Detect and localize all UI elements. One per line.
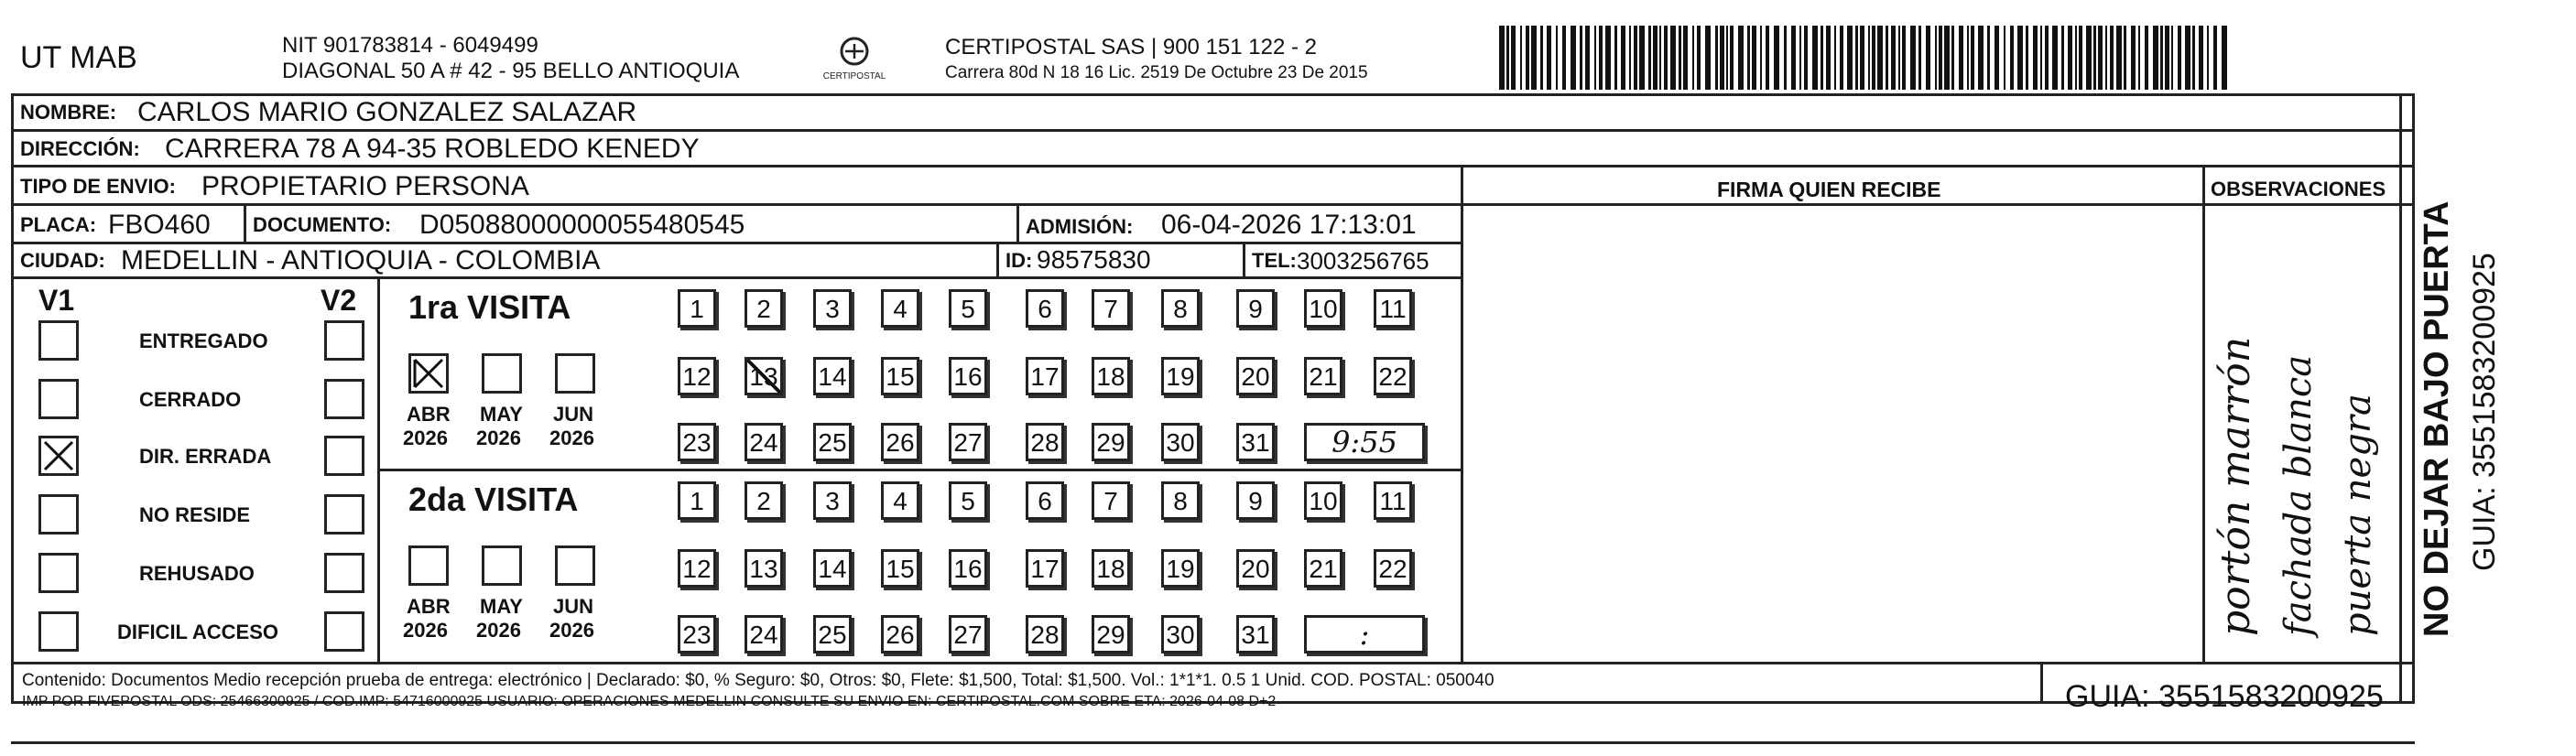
ciudad-label: CIUDAD: xyxy=(20,249,105,272)
observaciones-header: OBSERVACIONES xyxy=(2211,178,2386,200)
nombre-label: NOMBRE: xyxy=(20,101,117,124)
v2-checkbox[interactable] xyxy=(324,379,364,419)
time-box[interactable] xyxy=(1304,423,1425,461)
day-box[interactable]: 2 xyxy=(745,481,783,520)
side-warning: NO DEJAR BAJO PUERTA xyxy=(2418,200,2456,637)
ciudad-value: MEDELLIN - ANTIOQUIA - COLOMBIA xyxy=(121,245,601,275)
month-label: MAY xyxy=(480,595,523,618)
status-label: DIR. ERRADA xyxy=(139,445,272,468)
day-box[interactable]: 4 xyxy=(881,481,919,520)
nit: NIT 901783814 - 6049499 xyxy=(282,33,538,58)
certipostal-line1: CERTIPOSTAL SAS | 900 151 122 - 2 xyxy=(945,35,1317,59)
status-label: ENTREGADO xyxy=(139,329,268,352)
logo-text: CERTIPOSTAL xyxy=(822,71,886,81)
year-label: 2026 xyxy=(403,619,448,642)
signature-area[interactable] xyxy=(1465,206,2198,660)
day-box[interactable]: 6 xyxy=(1026,481,1064,520)
day-box[interactable]: 19 xyxy=(1161,357,1200,395)
admision-value: 06-04-2026 17:13:01 xyxy=(1161,210,1417,240)
day-box[interactable]: 23 xyxy=(678,423,716,461)
day-box[interactable]: 3 xyxy=(813,289,852,328)
day-box[interactable]: 17 xyxy=(1026,549,1064,588)
month-checkbox[interactable] xyxy=(482,353,522,394)
id-value: 98575830 xyxy=(1037,245,1151,274)
month-checkbox[interactable] xyxy=(408,353,449,394)
day-box[interactable]: 1 xyxy=(678,481,716,520)
direccion-label: DIRECCIÓN: xyxy=(20,137,140,160)
day-box[interactable]: 24 xyxy=(745,615,783,653)
month-checkbox[interactable] xyxy=(482,545,522,586)
month-label: ABR xyxy=(407,595,451,618)
v1-checkbox[interactable] xyxy=(38,553,79,593)
company-name: UT MAB xyxy=(20,40,137,75)
year-label: 2026 xyxy=(549,619,594,642)
day-box[interactable]: 30 xyxy=(1161,423,1200,461)
footer-content: Contenido: Documentos Medio recepción prueba de entrega: electrónico | Declarado: $0, % Seguro: $0, Otros: $0, Flete: $1,500, Total: $1,500. Vol.: 1*1*1. 0.5 1 Unid. COD. POSTAL: 050040 xyxy=(22,671,1495,690)
month-label: ABR xyxy=(407,403,451,426)
year-label: 2026 xyxy=(403,427,448,449)
day-box[interactable]: 31 xyxy=(1236,615,1275,653)
observaciones-handwriting xyxy=(2207,206,2397,660)
day-box[interactable]: 14 xyxy=(813,549,852,588)
month-label: JUN xyxy=(553,403,594,426)
month-label: JUN xyxy=(553,595,594,618)
day-box[interactable]: 21 xyxy=(1304,357,1342,395)
v2-header: V2 xyxy=(321,284,357,317)
certipostal-line2: Carrera 80d N 18 16 Lic. 2519 De Octubre 23 De 2015 xyxy=(945,63,1368,82)
barcode xyxy=(1499,26,2232,90)
day-box[interactable]: 28 xyxy=(1026,423,1064,461)
day-box[interactable]: 10 xyxy=(1304,289,1342,328)
time-box[interactable] xyxy=(1304,615,1425,653)
day-box[interactable]: 29 xyxy=(1092,423,1130,461)
direccion-value: CARRERA 78 A 94-35 ROBLEDO KENEDY xyxy=(165,134,700,164)
v2-checkbox[interactable] xyxy=(324,611,364,652)
month-label: MAY xyxy=(480,403,523,426)
placa-value: FBO460 xyxy=(108,210,211,240)
day-box[interactable]: 23 xyxy=(678,615,716,653)
month-checkbox[interactable] xyxy=(555,353,595,394)
day-box[interactable]: 18 xyxy=(1092,357,1130,395)
company-address: DIAGONAL 50 A # 42 - 95 BELLO ANTIOQUIA xyxy=(282,59,740,83)
month-checkbox[interactable] xyxy=(555,545,595,586)
visit-title: 2da VISITA xyxy=(408,481,579,518)
day-box[interactable]: 9 xyxy=(1236,289,1275,328)
v1-checkbox[interactable] xyxy=(38,436,79,476)
observacion-2: fachada blanca xyxy=(2277,354,2320,636)
day-box[interactable]: 16 xyxy=(949,357,987,395)
day-box[interactable]: 12 xyxy=(678,549,716,588)
day-box[interactable]: 17 xyxy=(1026,357,1064,395)
day-box[interactable]: 8 xyxy=(1161,481,1200,520)
day-box[interactable]: 26 xyxy=(881,615,919,653)
admision-label: ADMISIÓN: xyxy=(1026,215,1134,238)
day-box[interactable]: 26 xyxy=(881,423,919,461)
day-box[interactable]: 28 xyxy=(1026,615,1064,653)
day-box[interactable]: 3 xyxy=(813,481,852,520)
year-label: 2026 xyxy=(549,427,594,449)
day-box[interactable]: 11 xyxy=(1374,289,1412,328)
nombre-value: CARLOS MARIO GONZALEZ SALAZAR xyxy=(137,97,637,127)
month-checkbox[interactable] xyxy=(408,545,449,586)
documento-label: DOCUMENTO: xyxy=(253,213,392,236)
visit-title: 1ra VISITA xyxy=(408,288,571,326)
year-label: 2026 xyxy=(476,619,521,642)
day-box[interactable]: 22 xyxy=(1374,549,1412,588)
day-box[interactable]: 27 xyxy=(949,423,987,461)
day-box[interactable]: 13 xyxy=(745,357,783,395)
footer-guia: GUIA: 3551583200925 xyxy=(2065,679,2384,714)
day-box[interactable]: 10 xyxy=(1304,481,1342,520)
v1-checkbox[interactable] xyxy=(38,320,79,361)
day-box[interactable]: 15 xyxy=(881,357,919,395)
day-box[interactable]: 14 xyxy=(813,357,852,395)
year-label: 2026 xyxy=(476,427,521,449)
day-box[interactable]: 29 xyxy=(1092,615,1130,653)
observacion-1: portón marrón xyxy=(2212,336,2259,636)
day-box[interactable]: 11 xyxy=(1374,481,1412,520)
day-box[interactable]: 20 xyxy=(1236,549,1275,588)
id-label: ID: xyxy=(1005,249,1033,272)
status-label: CERRADO xyxy=(139,388,242,411)
day-box[interactable]: 31 xyxy=(1236,423,1275,461)
observacion-3: puerta negra xyxy=(2337,394,2379,636)
status-label: REHUSADO xyxy=(139,562,255,585)
day-box[interactable]: 18 xyxy=(1092,549,1130,588)
day-box[interactable]: 24 xyxy=(745,423,783,461)
tipo-envio-label: TIPO DE ENVIO: xyxy=(20,175,176,198)
day-box[interactable]: 4 xyxy=(881,289,919,328)
v1-checkbox[interactable] xyxy=(38,494,79,535)
day-box[interactable]: 21 xyxy=(1304,549,1342,588)
day-box[interactable]: 5 xyxy=(949,481,987,520)
v1-checkbox[interactable] xyxy=(38,611,79,652)
v2-checkbox[interactable] xyxy=(324,320,364,361)
day-box[interactable]: 22 xyxy=(1374,357,1412,395)
day-box[interactable]: 19 xyxy=(1161,549,1200,588)
day-box[interactable]: 2 xyxy=(745,289,783,328)
visit-time: : xyxy=(1359,617,1370,652)
visit-time: 9:55 xyxy=(1331,425,1397,459)
v2-checkbox[interactable] xyxy=(324,436,364,476)
day-box[interactable]: 12 xyxy=(678,357,716,395)
documento-value: D05088000000055480545 xyxy=(419,210,745,240)
day-box[interactable]: 9 xyxy=(1236,481,1275,520)
side-guia: GUIA: 3551583200925 xyxy=(2467,253,2502,571)
day-box[interactable]: 13 xyxy=(745,549,783,588)
v1-header: V1 xyxy=(38,284,75,317)
firma-header: FIRMA QUIEN RECIBE xyxy=(1717,178,1941,201)
status-label: DIFICIL ACCESO xyxy=(117,621,279,643)
day-box[interactable]: 5 xyxy=(949,289,987,328)
day-box[interactable]: 15 xyxy=(881,549,919,588)
v2-checkbox[interactable] xyxy=(324,494,364,535)
day-box[interactable]: 27 xyxy=(949,615,987,653)
placa-label: PLACA: xyxy=(20,213,97,236)
tipo-envio-value: PROPIETARIO PERSONA xyxy=(201,171,529,201)
day-box[interactable]: 8 xyxy=(1161,289,1200,328)
day-box[interactable]: 7 xyxy=(1092,481,1130,520)
day-box[interactable]: 30 xyxy=(1161,615,1200,653)
day-box[interactable]: 20 xyxy=(1236,357,1275,395)
tel-value: 3003256765 xyxy=(1297,247,1429,275)
footer-imp: IMP POR FIVEPOSTAL ODS: 25466300925 / COD.IMP: 54716000925 USUARIO: OPERACIONES MEDELLIN CONSULTE SU ENVIO EN: CERTIPOSTAL.COM SOBRE ETA: 2026-04-08 D+2 xyxy=(22,694,1277,709)
v2-checkbox[interactable] xyxy=(324,553,364,593)
status-label: NO RESIDE xyxy=(139,503,251,526)
day-box[interactable]: 16 xyxy=(949,549,987,588)
day-box[interactable]: 6 xyxy=(1026,289,1064,328)
day-box[interactable]: 25 xyxy=(813,423,852,461)
day-box[interactable]: 25 xyxy=(813,615,852,653)
v1-checkbox[interactable] xyxy=(38,379,79,419)
certipostal-logo xyxy=(818,35,891,84)
day-box[interactable]: 7 xyxy=(1092,289,1130,328)
tel-label: TEL: xyxy=(1252,249,1297,272)
day-box[interactable]: 1 xyxy=(678,289,716,328)
